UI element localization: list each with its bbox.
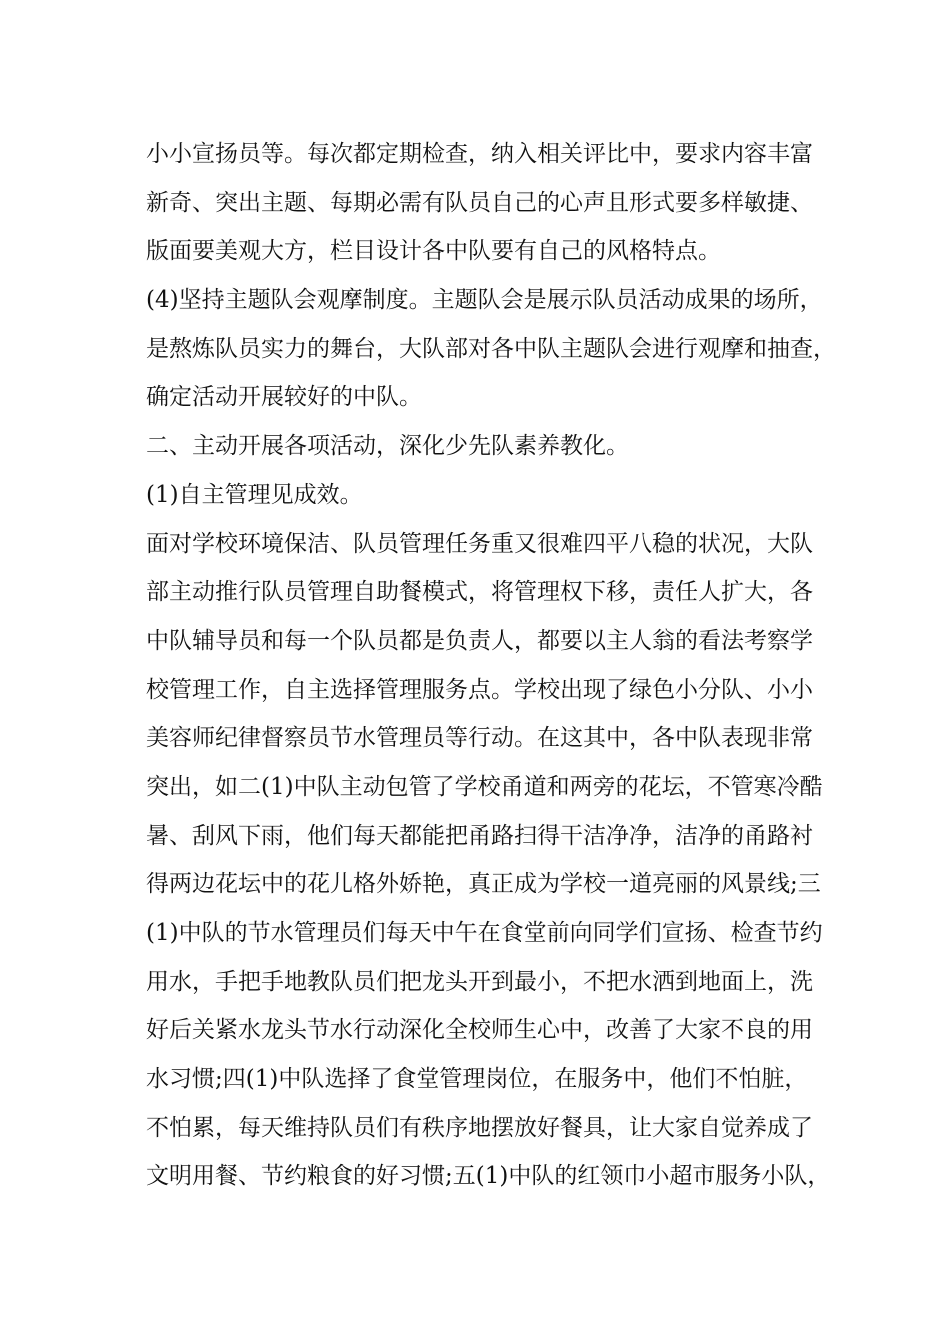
text-line-6: 确定活动开展较好的中队。 (146, 384, 422, 411)
text-line-16: 得两边花坛中的花儿格外娇艳，真正成为学校一道亮丽的风景线;三 (146, 871, 821, 898)
text-line-2: 新奇、突出主题、每期必需有队员自己的心声且形式要多样敏捷、 (146, 189, 813, 216)
section-heading: 二、主动开展各项活动，深化少先队素养教化。 (146, 433, 629, 460)
text-line-21: 不怕累，每天维持队员们有秩序地摆放好餐具，让大家自觉养成了 (146, 1114, 813, 1141)
text-line-20: 水习惯;四(1)中队选择了食堂管理岗位，在服务中，他们不怕脏， (146, 1066, 808, 1093)
text-line-10: 部主动推行队员管理自助餐模式，将管理权下移，责任人扩大，各 (146, 579, 813, 606)
document-body (146, 130, 846, 1201)
text-line-14: 突出，如二(1)中队主动包管了学校甬道和两旁的花坛，不管寒冷酷 (146, 773, 823, 800)
text-line-5: 是熬炼队员实力的舞台，大队部对各中队主题队会进行观摩和抽查， (146, 335, 836, 362)
text-line-22: 文明用餐、节约粮食的好习惯;五(1)中队的红领巾小超市服务小队， (146, 1163, 831, 1190)
text-line-13: 美容师纪律督察员节水管理员等行动。在这其中，各中队表现非常 (146, 725, 813, 752)
text-line-12: 校管理工作，自主选择管理服务点。学校出现了绿色小分队、小小 (146, 676, 813, 703)
text-line-1: 小小宣扬员等。每次都定期检查，纳入相关评比中，要求内容丰富 (146, 141, 813, 167)
text-line-3: 版面要美观大方，栏目设计各中队要有自己的风格特点。 (146, 238, 721, 265)
text-line-15: 暑、刮风下雨，他们每天都能把甬路扫得干洁净净，洁净的甬路衬 (146, 822, 813, 849)
text-line-17: (1)中队的节水管理员们每天中午在食堂前向同学们宣扬、检查节约 (146, 920, 823, 946)
text-line-4: (4)坚持主题队会观摩制度。主题队会是展示队员活动成果的场所， (146, 287, 823, 314)
text-line-18: 用水，手把手地教队员们把龙头开到最小，不把水洒到地面上，洗 (146, 968, 813, 995)
subsection-heading: (1)自主管理见成效。 (146, 481, 363, 508)
text-line-9: 面对学校环境保洁、队员管理任务重又很难四平八稳的状况，大队 (146, 530, 813, 557)
text-line-11: 中队辅导员和每一个队员都是负责人，都要以主人翁的看法考察学 (146, 627, 813, 654)
text-line-19: 好后关紧水龙头节水行动深化全校师生心中，改善了大家不良的用 (146, 1017, 813, 1044)
